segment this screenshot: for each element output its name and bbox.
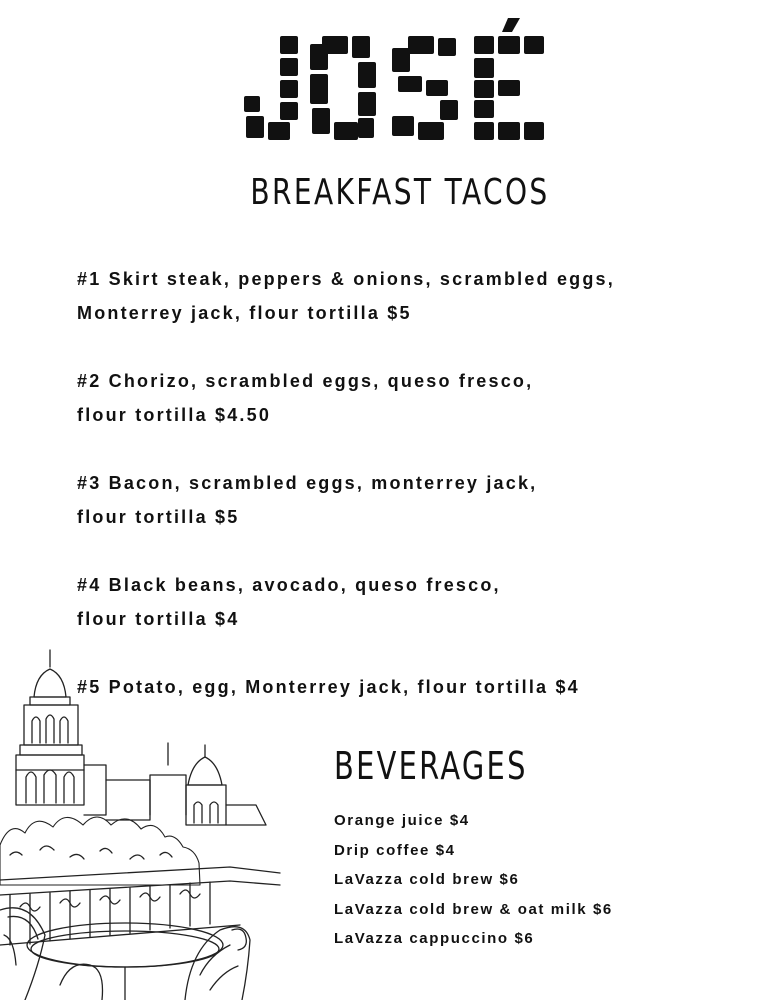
taco-line: Monterrey jack, flour tortilla $5 [77, 303, 412, 323]
section-title-breakfast-tacos: BREAKFAST TACOS [250, 172, 550, 213]
section-title-beverages: BEVERAGES [334, 744, 528, 788]
taco-item [77, 568, 737, 636]
taco-line: #1 Skirt steak, peppers & onions, scrambled eggs, [77, 269, 615, 289]
jose-logo [240, 18, 550, 148]
taco-line: #5 Potato, egg, Monterrey jack, flour tortilla $4 [77, 677, 580, 697]
beverage-item: Orange juice $4 [334, 812, 470, 829]
jose-logo-mark [240, 18, 550, 148]
taco-item [77, 466, 737, 534]
taco-line: #2 Chorizo, scrambled eggs, queso fresco, [77, 371, 534, 391]
taco-item [77, 364, 737, 432]
beverage-list [334, 806, 613, 954]
taco-item [77, 262, 737, 330]
beverage-item: LaVazza cappuccino $6 [334, 930, 535, 947]
taco-line: #4 Black beans, avocado, queso fresco, [77, 575, 501, 595]
taco-line: flour tortilla $5 [77, 507, 240, 527]
taco-line: flour tortilla $4.50 [77, 405, 272, 425]
church-cafe-illustration [0, 645, 300, 1000]
beverage-item: Drip coffee $4 [334, 841, 456, 859]
taco-line: flour tortilla $4 [77, 609, 240, 629]
taco-line: #3 Bacon, scrambled eggs, monterrey jack, [77, 473, 538, 493]
beverage-item: LaVazza cold brew & oat milk $6 [334, 900, 613, 918]
beverage-item: LaVazza cold brew $6 [334, 871, 520, 888]
